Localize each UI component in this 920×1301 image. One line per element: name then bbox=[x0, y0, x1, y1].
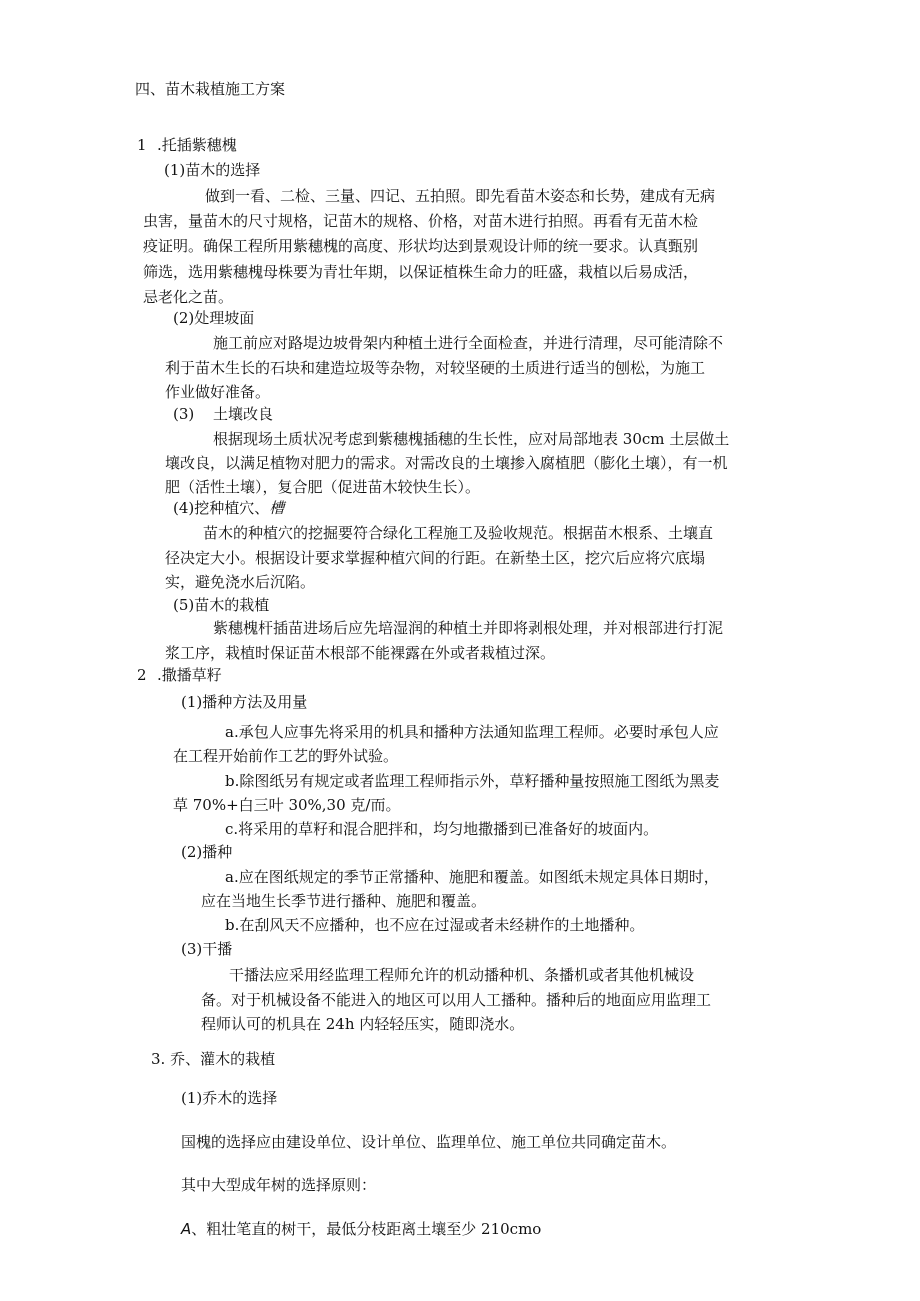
s2-p3-line: 干播法应采用经监理工程师允许的机动播种机、条播机或者其他机械设 bbox=[229, 966, 695, 984]
s2-p1-line: b.除图纸另有规定或者监理工程师指示外，草籽播种量按照施工图纸为黑麦 bbox=[225, 772, 720, 790]
s1-p3-line: 根据现场土质状况考虑到紫穗槐插穗的生长性，应对局部地表 30cm 土层做土 bbox=[213, 430, 730, 448]
s2-p2-line: b.在刮风天不应播种，也不应在过湿或者未经耕作的土地播种。 bbox=[225, 916, 645, 934]
s1-p5-line: 浆工序，栽植时保证苗木根部不能裸露在外或者栽植过深。 bbox=[165, 644, 556, 662]
s3-line: 其中大型成年树的选择原则： bbox=[181, 1176, 377, 1194]
s3-criterion-text: 、粗壮笔直的树干，最低分枝距离土壤至少 210cmo bbox=[191, 1220, 542, 1238]
s1-p1-line: 筛选，选用紫穗槐母株要为青壮年期，以保证植株生命力的旺盛，栽植以后易成活， bbox=[143, 263, 699, 281]
s3-line: 国槐的选择应由建设单位、设计单位、监理单位、施工单位共同确定苗木。 bbox=[181, 1133, 677, 1151]
s1-p3-heading-number: (3) bbox=[173, 405, 195, 423]
s1-p2-line: 施工前应对路堤边坡骨架内种植土进行全面检查，并进行清理，尽可能清除不 bbox=[213, 334, 724, 352]
s1-p1-line: 忌老化之苗。 bbox=[143, 288, 234, 306]
section-title: 四、苗木栽植施工方案 bbox=[135, 80, 286, 98]
s1-p2-line: 作业做好准备。 bbox=[165, 383, 271, 401]
s1-p2-heading: (2)处理坡面 bbox=[173, 309, 255, 327]
s1-p4-heading bbox=[173, 496, 284, 520]
s1-p4-heading-text: (4)挖种植穴、 bbox=[173, 499, 270, 517]
s1-p1-line: 虫害，量苗木的尺寸规格，记苗木的规格、价格，对苗木进行拍照。再看有无苗木检 bbox=[143, 212, 699, 230]
section-1-number: 1 bbox=[137, 136, 147, 154]
s3-criterion-a bbox=[181, 1217, 541, 1241]
s2-p1-line: a.承包人应事先将采用的机具和播种方法通知监理工程师。必要时承包人应 bbox=[225, 723, 719, 741]
section-2-title: .撒播草籽 bbox=[157, 666, 222, 684]
section-1-title: .托插紫穗槐 bbox=[157, 136, 237, 154]
s2-p1-line: c.将采用的草籽和混合肥拌和，均匀地撒播到已准备好的坡面内。 bbox=[225, 820, 659, 838]
s1-p5-heading: (5)苗木的栽植 bbox=[173, 596, 270, 614]
s3-criterion-letter: A bbox=[181, 1220, 192, 1238]
s1-p3-line: 壤改良，以满足植物对肥力的需求。对需改良的土壤掺入腐植肥（膨化土壤），有一机 bbox=[165, 454, 728, 472]
s1-p3-heading: 土壤改良 bbox=[213, 405, 274, 423]
s1-p1-heading: (1)苗木的选择 bbox=[164, 161, 261, 179]
s2-p3-line: 程师认可的机具在 24h 内轻轻压实，随即浇水。 bbox=[201, 1015, 525, 1033]
s1-p4-line: 实，避免浇水后沉陷。 bbox=[165, 573, 316, 591]
s2-p2-line: 应在当地生长季节进行播种、施肥和覆盖。 bbox=[201, 892, 487, 910]
s2-p3-heading: (3)干播 bbox=[181, 940, 233, 958]
s2-p1-heading: (1)播种方法及用量 bbox=[181, 693, 308, 711]
s1-p4-line: 苗木的种植穴的挖掘要符合绿化工程施工及验收规范。根据苗木根系、土壤直 bbox=[203, 524, 714, 542]
s2-p3-line: 备。对于机械设备不能进入的地区可以用人工播种。播种后的地面应用监理工 bbox=[201, 991, 712, 1009]
s2-p1-line: 草 70%+白三叶 30%,30 克/而。 bbox=[173, 796, 401, 814]
s2-p2-heading: (2)播种 bbox=[181, 843, 233, 861]
s3-p1-heading: (1)乔木的选择 bbox=[181, 1089, 278, 1107]
s1-p2-line: 利于苗木生长的石块和建造垃圾等杂物，对较坚硬的土质进行适当的刨松，为施工 bbox=[165, 359, 706, 377]
s1-p5-line: 紫穗槐杆插苗进场后应先培湿润的种植土并即将剥根处理，并对根部进行打泥 bbox=[213, 619, 724, 637]
section-3-title: 3. 乔、灌木的栽植 bbox=[151, 1050, 276, 1068]
s2-p1-line: 在工程开始前作工艺的野外试验。 bbox=[173, 747, 399, 765]
section-2-number: 2 bbox=[137, 666, 147, 684]
s1-p1-line: 疫证明。确保工程所用紫穗槐的高度、形状均达到景观设计师的统一要求。认真甄别 bbox=[143, 237, 699, 255]
s1-p4-heading-italic: 槽 bbox=[269, 499, 285, 517]
s1-p3-line: 肥（活性土壤），复合肥（促进苗木较快生长）。 bbox=[165, 478, 481, 496]
s1-p1-line: 做到一看、二检、三量、四记、五拍照。即先看苗木姿态和长势，建成有无病 bbox=[205, 187, 716, 205]
s2-p2-line: a.应在图纸规定的季节正常播种、施肥和覆盖。如图纸未规定具体日期时， bbox=[225, 868, 719, 886]
s1-p4-line: 径决定大小。根据设计要求掌握种植穴间的行距。在新垫土区，挖穴后应将穴底塌 bbox=[165, 549, 706, 567]
